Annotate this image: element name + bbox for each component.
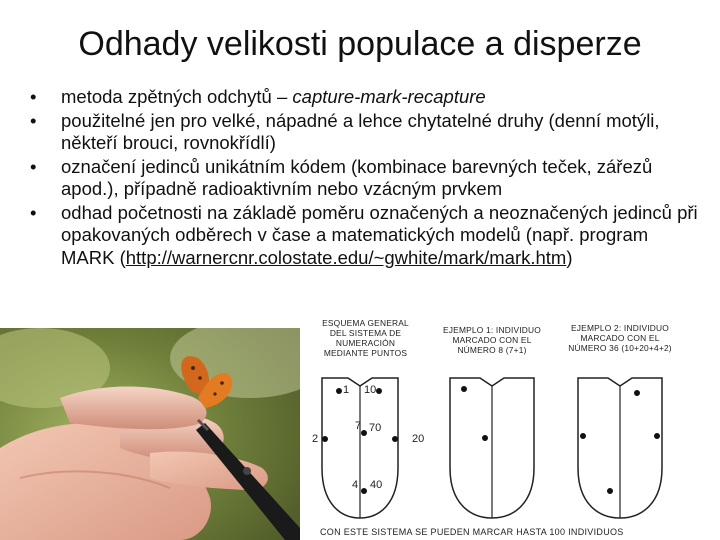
bullet-item xyxy=(30,156,698,201)
bullet-item xyxy=(30,202,698,270)
example1-caption: EJEMPLO 1: INDIVIDUO MARCADO CON EL NÚMERO 8 (7+1) xyxy=(442,325,541,355)
bullet-text: metoda zpětných odchytů – xyxy=(61,86,293,107)
bullet-item xyxy=(30,86,698,109)
wing-number-4: 4 xyxy=(352,479,359,491)
bullet-text: použitelné jen pro velké, nápadné a lehce chytatelné druhy (denní motýli, někteří brouci, rovnokřídlí) xyxy=(61,109,660,153)
wing-number-7: 7 xyxy=(355,420,362,432)
wing-number-40: 40 xyxy=(370,479,383,491)
bullet-text-end: ) xyxy=(566,246,573,268)
wing-number-70: 70 xyxy=(369,422,382,434)
scheme-caption: ESQUEMA GENERAL DEL SISTEMA DE NUMERACIÓN MEDIANTE PUNTOS xyxy=(322,318,409,358)
diagram-footer: CON ESTE SISTEMA SE PUEDEN MARCAR HASTA 100 INDIVIDUOS xyxy=(320,527,624,537)
wing-number-2: 2 xyxy=(312,433,319,445)
wing-number-10: 10 xyxy=(364,384,377,396)
slide-title: Odhady velikosti populace a disperze xyxy=(78,25,642,63)
bullet-dot: • xyxy=(30,155,37,177)
butterfly-marking-photo xyxy=(0,328,300,540)
bullet-dot: • xyxy=(30,201,37,223)
bullet-text: označení jedinců unikátním kódem (kombinace barevných teček, zářezů apod.), případně radioaktivním nebo vzácným prvkem xyxy=(61,155,653,199)
bullet-list xyxy=(30,86,698,270)
bullet-italic-text: capture-mark-recapture xyxy=(292,86,486,107)
wing-number-1: 1 xyxy=(343,384,350,396)
wing-shapes xyxy=(300,318,720,540)
wing-number-20: 20 xyxy=(412,433,425,445)
bullet-text: odhad početnosti na základě poměru označených a neoznačených jedinců při opakovaných odběrech v čase a matematických modelů (např. program MARK ( xyxy=(61,201,698,268)
example2-caption: EJEMPLO 2: INDIVIDUO MARCADO CON EL NÚMERO 36 (10+20+4+2) xyxy=(568,323,672,353)
mark-program-link[interactable]: http://warnercnr.colostate.edu/~gwhite/mark/mark.htm xyxy=(125,246,567,268)
bullet-item xyxy=(30,110,698,155)
photo-illustration xyxy=(0,328,300,540)
bullet-dot: • xyxy=(30,86,37,107)
marking-scheme-diagram xyxy=(300,318,720,540)
bullet-dot: • xyxy=(30,109,37,131)
